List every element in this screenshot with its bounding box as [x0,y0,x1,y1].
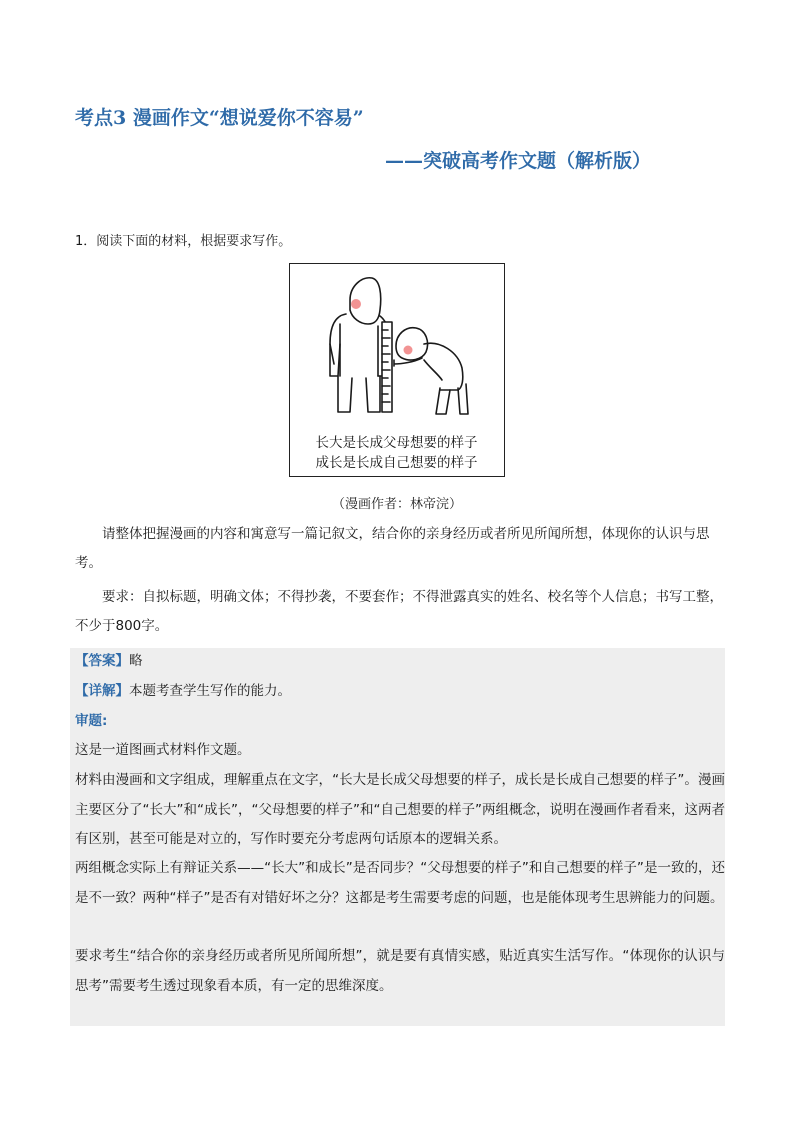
page-subtitle: ——突破高考作文题（解析版） [385,150,652,172]
analysis-paragraph-2: 材料由漫画和文字组成，理解重点在文字，“长大是长成父母想要的样子，成长是长成自己想要的样子”。漫画主要区分了“长大”和“成长”，“父母想要的样子”和“自己想要的样子”两组概念，说明在漫画作者看来，这两者有区别，甚至可能是对立的，写作时要充分考虑两句话原本的逻辑关系。 [75,772,725,847]
short-figure-blush [404,346,413,355]
writing-requirements: 要求：自拟标题，明确文体；不得抄袭，不要套作；不得泄露真实的姓名、校名等个人信息；书写工整，不少于800字。 [75,589,723,634]
answer-tag: 【答案】 [75,653,129,669]
answer-line [75,647,725,677]
page-title: 考点3 漫画作文“想说爱你不容易” [75,107,364,129]
analysis-paragraph-3: 两组概念实际上有辩证关系——“长大”和成长”是否同步？“父母想要的样子”和自己想要的样子”是一致的，还是不一致？两种“样子”是否有对错好坏之分？这都是考生需要考虑的问题，也是能体现考生思辨能力的问题。 [75,860,725,906]
tall-figure-legs [338,376,380,412]
detail-tag: 【详解】 [75,683,129,699]
tall-figure-torso [340,324,378,376]
answer-text: 略 [129,653,143,669]
measuring-stick [382,322,392,412]
short-figure-head [396,328,428,360]
detail-text: 本题考查学生写作的能力。 [129,683,291,699]
comic-caption-line1: 长大是长成父母想要的样子 [315,435,478,451]
analysis-paragraph-1: 这是一道图画式材料作文题。 [75,742,251,758]
writing-prompt: 请整体把握漫画的内容和寓意写一篇记叙文，结合你的亲身经历或者所见所闻所想，体现你的认识与思考。 [75,526,710,571]
tall-figure-body [330,314,389,376]
tall-figure-blush [351,299,361,309]
comic-illustration [289,263,505,477]
section-heading: 审题: [75,713,108,729]
analysis-paragraph-4: 要求考生“结合你的亲身经历或者所见所闻所想”，就是要有真情实感，贴近真实生活写作。“体现你的认识与思考”需要考生透过现象看本质，有一定的思维深度。 [75,948,725,994]
detail-line [75,677,725,707]
short-figure-legs [436,384,468,414]
question-intro: 1．阅读下面的材料，根据要求写作。 [75,234,292,249]
comic-credit: （漫画作者：林帝浣） [331,497,462,512]
comic-caption-line2: 成长是长成自己想要的样子 [315,455,478,471]
